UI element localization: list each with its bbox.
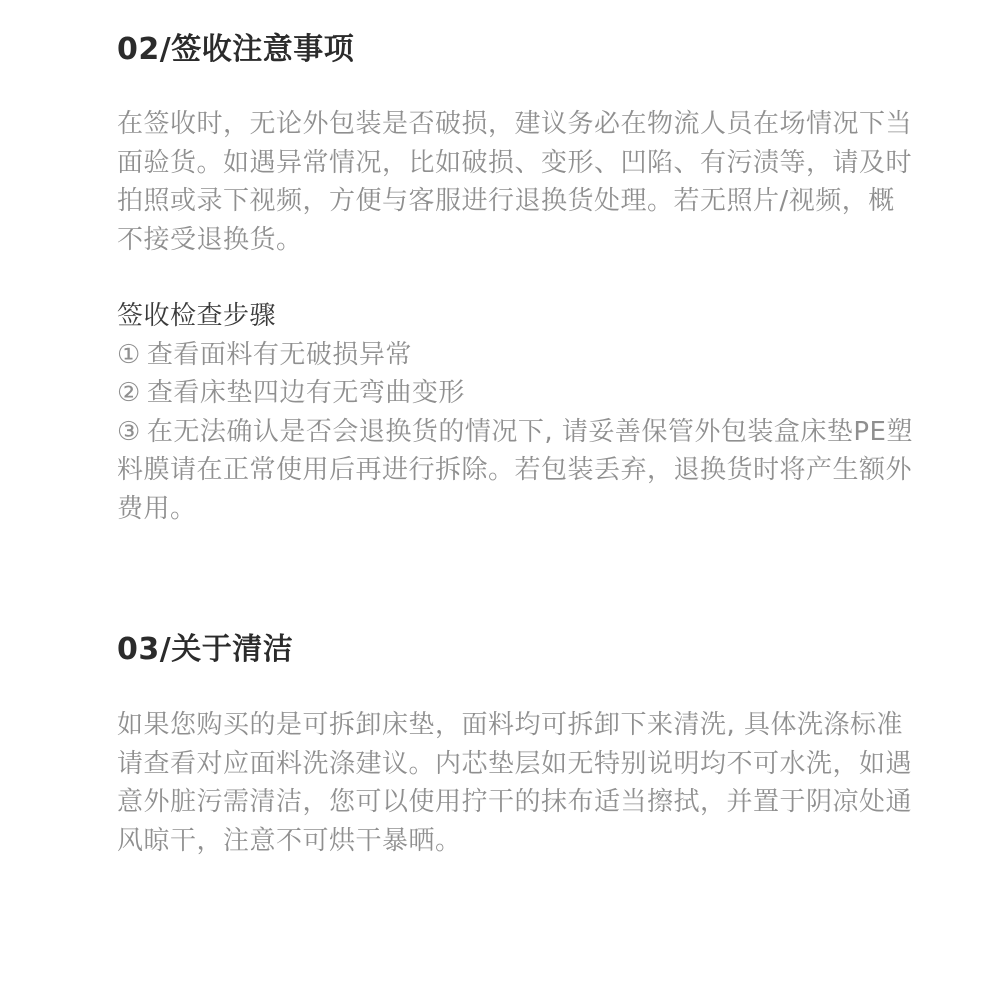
step-text: 在无法确认是否会退换货的情况下, 请妥善保管外包装盒床垫PE塑料膜请在正常使用后再进行拆除。若包装丢弃，退换货时将产生额外费用。 — [117, 416, 913, 524]
cleaning-title: 03/关于清洁 — [117, 632, 294, 667]
receipt-notice-intro: 在签收时，无论外包装是否破损，建议务必在物流人员在场情况下当面验货。如遇异常情况，比如破损、变形、凹陷、有污渍等，请及时拍照或录下视频，方便与客服进行退换货处理。若无照片/视频，概不接受退换货。 — [117, 109, 913, 255]
receipt-steps-list — [117, 336, 917, 529]
receipt-step — [117, 374, 917, 413]
cleaning-body: 如果您购买的是可拆卸床垫，面料均可拆卸下来清洗, 具体洗涤标准请查看对应面料洗涤建议。内芯垫层如无特别说明均不可水洗，如遇意外脏污需清洁，您可以使用拧干的抹布适当擦拭，并置于阴凉处通风晾干，注意不可烘干暴晒。 — [117, 710, 913, 856]
receipt-step — [117, 413, 917, 529]
receipt-notice-section — [117, 28, 917, 528]
receipt-steps-title: 签收检查步骤 — [117, 301, 277, 331]
receipt-step — [117, 336, 917, 375]
step-number: ② — [117, 378, 141, 408]
step-text: 查看床垫四边有无弯曲变形 — [146, 378, 465, 408]
step-number: ① — [117, 339, 141, 370]
step-text: 查看面料有无破损异常 — [146, 339, 412, 370]
cleaning-section — [117, 628, 917, 860]
step-number: ③ — [117, 416, 141, 447]
receipt-notice-title: 02/签收注意事项 — [117, 32, 355, 67]
